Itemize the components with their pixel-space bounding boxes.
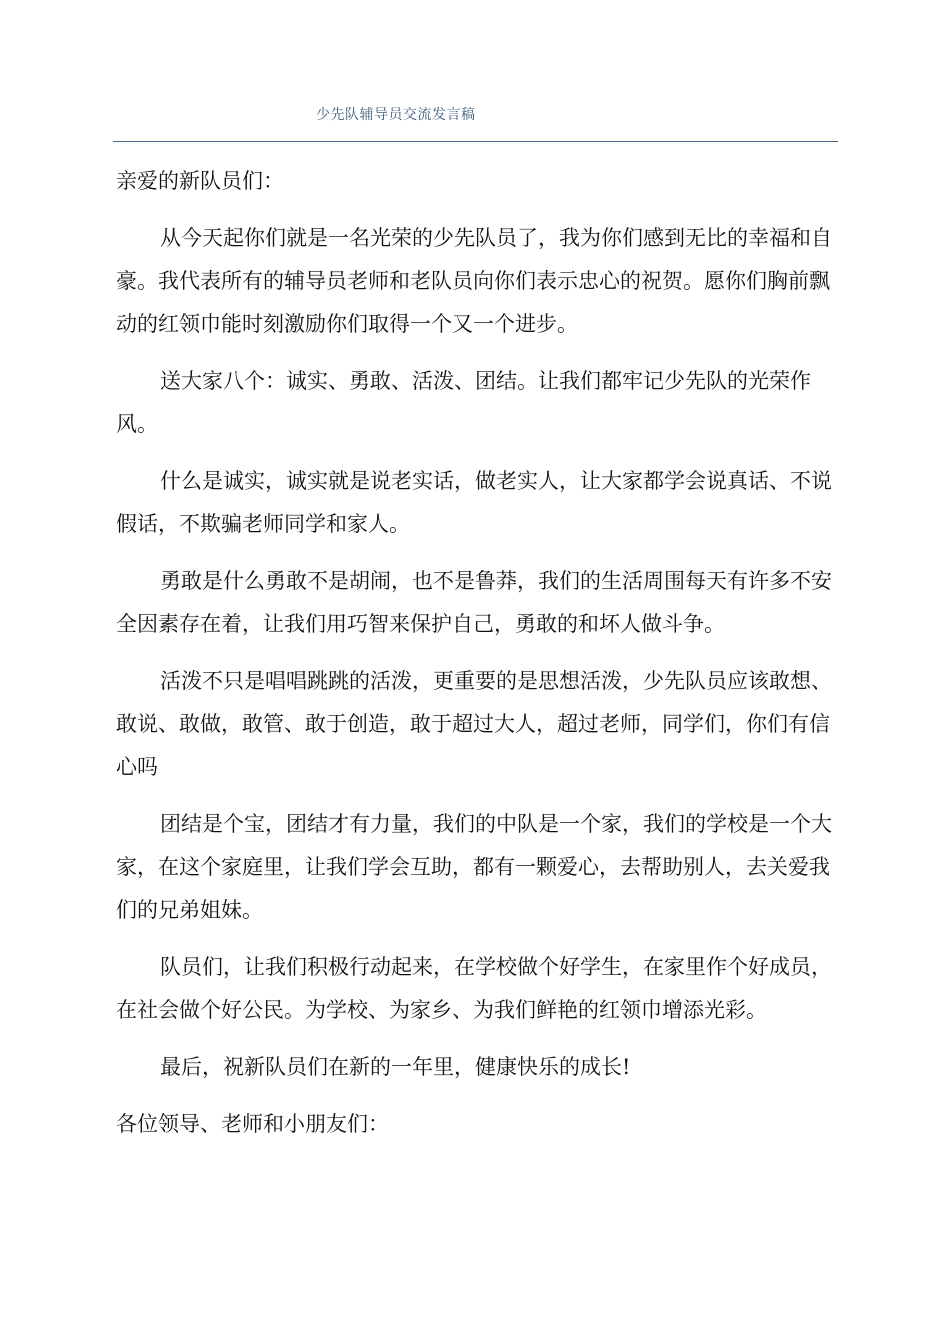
closing-salutation: 各位领导、老师和小朋友们： <box>116 1112 389 1136</box>
paragraph-6: 团结是个宝，团结才有力量，我们的中队是一个家，我们的学校是一个大家，在这个家庭里，让我们学会互助，都有一颗爱心，去帮助别人，去关爱我们的兄弟姐妹。 <box>116 812 832 922</box>
paragraph-5: 活泼不只是唱唱跳跳的活泼，更重要的是思想活泼，少先队员应该敢想、敢说、敢做，敢管、敢于创造，敢于超过大人，超过老师，同学们，你们有信心吗 <box>116 669 832 779</box>
paragraph-2: 送大家八个：诚实、勇敢、活泼、团结。让我们都牢记少先队的光荣作风。 <box>116 369 811 436</box>
header-title: 少先队辅导员交流发言稿 <box>316 107 476 123</box>
header-divider <box>113 141 838 142</box>
paragraph-3: 什么是诚实，诚实就是说老实话，做老实人，让大家都学会说真话、不说假话，不欺骗老师同学和家人。 <box>116 469 832 536</box>
salutation: 亲爱的新队员们： <box>116 169 284 193</box>
paragraph-8: 最后，祝新队员们在新的一年里，健康快乐的成长! <box>160 1055 631 1079</box>
paragraph-4: 勇敢是什么勇敢不是胡闹，也不是鲁莽，我们的生活周围每天有许多不安全因素存在着，让我们用巧智来保护自己，勇敢的和坏人做斗争。 <box>116 569 832 636</box>
document-body <box>116 160 836 1146</box>
paragraph-1: 从今天起你们就是一名光荣的少先队员了，我为你们感到无比的幸福和自豪。我代表所有的辅导员老师和老队员向你们表示忠心的祝贺。愿你们胸前飘动的红领巾能时刻激励你们取得一个又一个进步。 <box>116 226 832 336</box>
paragraph-7: 队员们，让我们积极行动起来，在学校做个好学生，在家里作个好成员，在社会做个好公民。为学校、为家乡、为我们鲜艳的红领巾增添光彩。 <box>116 955 832 1022</box>
